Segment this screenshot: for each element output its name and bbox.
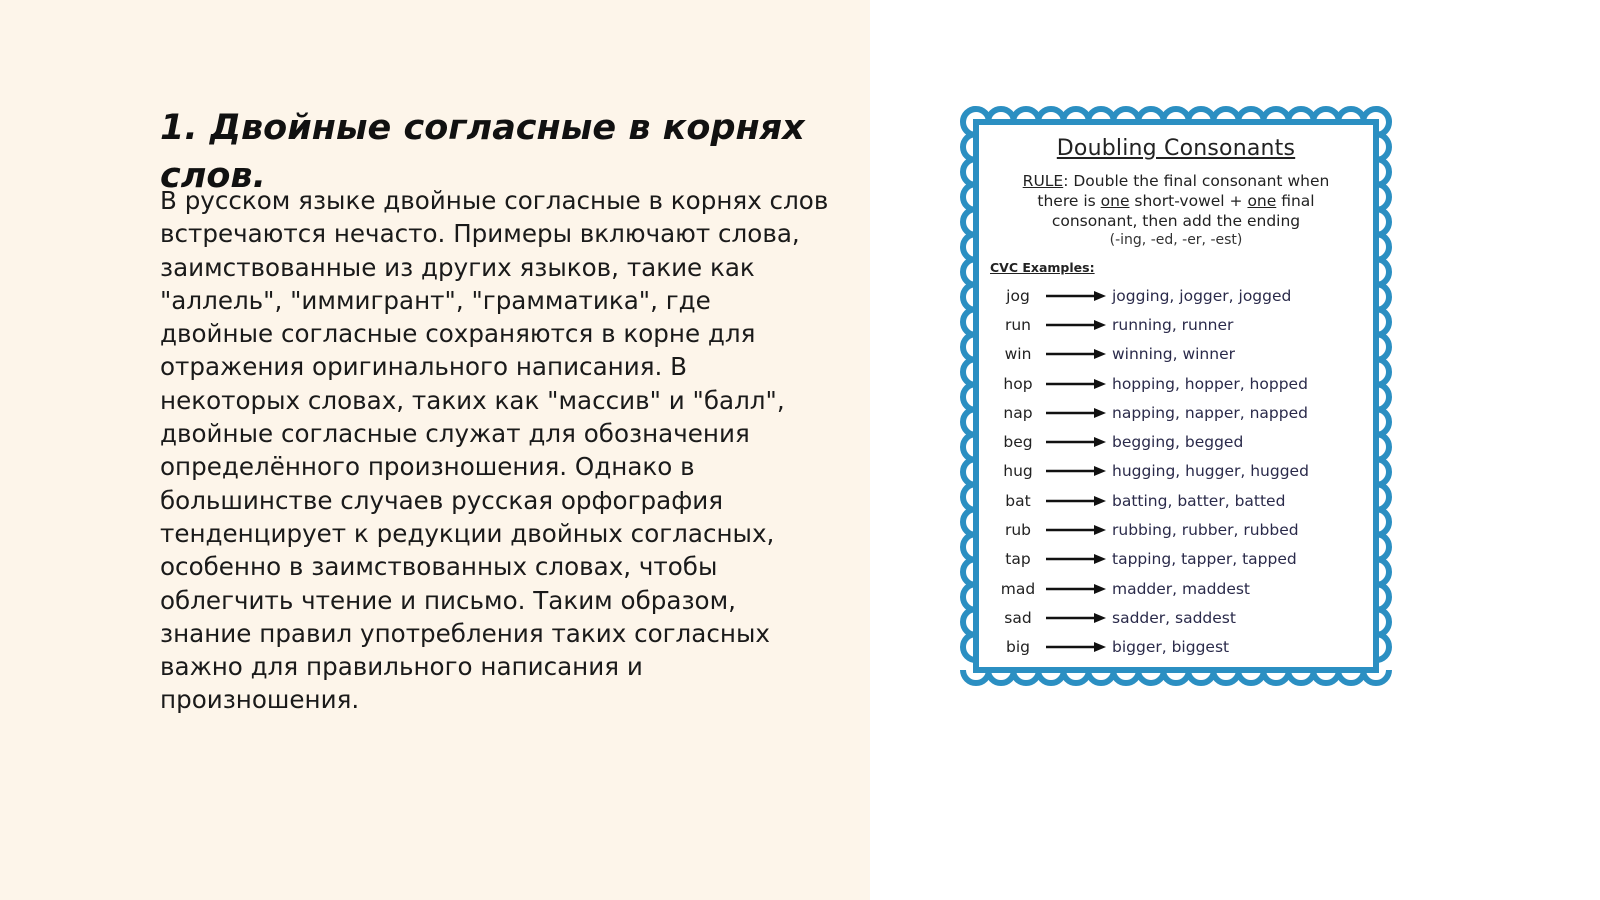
- derived-forms: tapping, tapper, tapped: [1112, 550, 1297, 569]
- base-word: hop: [1003, 374, 1033, 393]
- rule-one-1: one: [1100, 192, 1130, 210]
- example-row: [984, 369, 1368, 398]
- doubling-consonants-card: [956, 100, 1396, 700]
- arrow-right-icon: [1044, 435, 1108, 449]
- base-word: mad: [1000, 579, 1036, 598]
- rule-label: RULE: [1022, 172, 1064, 190]
- arrow-right-icon: [1044, 494, 1108, 508]
- base-word: sad: [1004, 608, 1032, 627]
- derived-forms: begging, begged: [1112, 433, 1244, 452]
- derived-forms: running, runner: [1112, 315, 1234, 334]
- rule-line-1: : Double the final consonant when: [1063, 172, 1330, 190]
- example-row: [984, 486, 1368, 515]
- base-word: run: [1004, 315, 1032, 334]
- arrow-right-icon: [1044, 552, 1108, 566]
- derived-forms: napping, napper, napped: [1112, 403, 1308, 422]
- derived-forms: rubbing, rubber, rubbed: [1112, 521, 1299, 540]
- card-content: [984, 130, 1368, 662]
- example-row: [984, 427, 1368, 456]
- arrow-right-icon: [1044, 611, 1108, 625]
- base-word: hug: [1003, 462, 1033, 481]
- example-row: [984, 310, 1368, 339]
- derived-forms: sadder, saddest: [1112, 608, 1236, 627]
- example-row: [984, 603, 1368, 632]
- endings-list: (-ing, -ed, -er, -est): [1109, 232, 1243, 248]
- base-word: win: [1004, 345, 1032, 364]
- cvc-heading: CVC Examples:: [990, 260, 1095, 275]
- examples-list: [984, 281, 1368, 662]
- example-row: [984, 515, 1368, 544]
- arrow-right-icon: [1044, 406, 1108, 420]
- arrow-right-icon: [1044, 523, 1108, 537]
- derived-forms: batting, batter, batted: [1112, 491, 1286, 510]
- rule-one-2: one: [1247, 192, 1277, 210]
- card-title: Doubling Consonants: [1056, 136, 1296, 161]
- example-row: [984, 340, 1368, 369]
- base-word: big: [1006, 638, 1030, 657]
- base-word: rub: [1004, 521, 1032, 540]
- rule-line-3: consonant, then add the ending: [1051, 212, 1301, 230]
- base-word: nap: [1003, 403, 1033, 422]
- arrow-right-icon: [1044, 464, 1108, 478]
- example-row: [984, 633, 1368, 662]
- slide-body-text: В русском языке двойные согласные в корнях слов встречаются нечасто. Примеры включают слова, заимствованные из других языков, такие как "аллель", "иммигрант", "грамматика", где двойные согласные сохраняются в корне для отражения оригинального написания. В некоторых словах, таких как "массив" и "балл", двойные согласные служат для обозначения определённого произношения. Однако в большинстве случаев русская орфография тенденцирует к редукции двойных согласных, особенно в заимствованных словах, чтобы облегчить чтение и письмо. Таким образом, знание правил употребления таких согласных важно для правильного написания и произношения.: [160, 186, 829, 715]
- derived-forms: hopping, hopper, hopped: [1112, 374, 1308, 393]
- example-row: [984, 398, 1368, 427]
- derived-forms: madder, maddest: [1112, 579, 1251, 598]
- arrow-right-icon: [1044, 377, 1108, 391]
- arrow-right-icon: [1044, 640, 1108, 654]
- derived-forms: jogging, jogger, jogged: [1112, 286, 1292, 305]
- base-word: bat: [1005, 491, 1031, 510]
- arrow-right-icon: [1044, 318, 1108, 332]
- arrow-right-icon: [1044, 347, 1108, 361]
- slide-title: 1. Двойные согласные в корнях слов.: [160, 108, 805, 196]
- rule-line-2c: final: [1276, 192, 1315, 210]
- example-row: [984, 574, 1368, 603]
- example-row: [984, 457, 1368, 486]
- example-row: [984, 545, 1368, 574]
- base-word: tap: [1005, 550, 1031, 569]
- example-row: [984, 281, 1368, 310]
- rule-text: [984, 171, 1368, 231]
- arrow-right-icon: [1044, 582, 1108, 596]
- arrow-right-icon: [1044, 289, 1108, 303]
- derived-forms: winning, winner: [1112, 345, 1235, 364]
- derived-forms: hugging, hugger, hugged: [1112, 462, 1309, 481]
- base-word: beg: [1003, 433, 1033, 452]
- rule-line-2b: short-vowel +: [1129, 192, 1248, 210]
- rule-line-2a: there is: [1037, 192, 1101, 210]
- base-word: jog: [1006, 286, 1030, 305]
- derived-forms: bigger, biggest: [1112, 638, 1230, 657]
